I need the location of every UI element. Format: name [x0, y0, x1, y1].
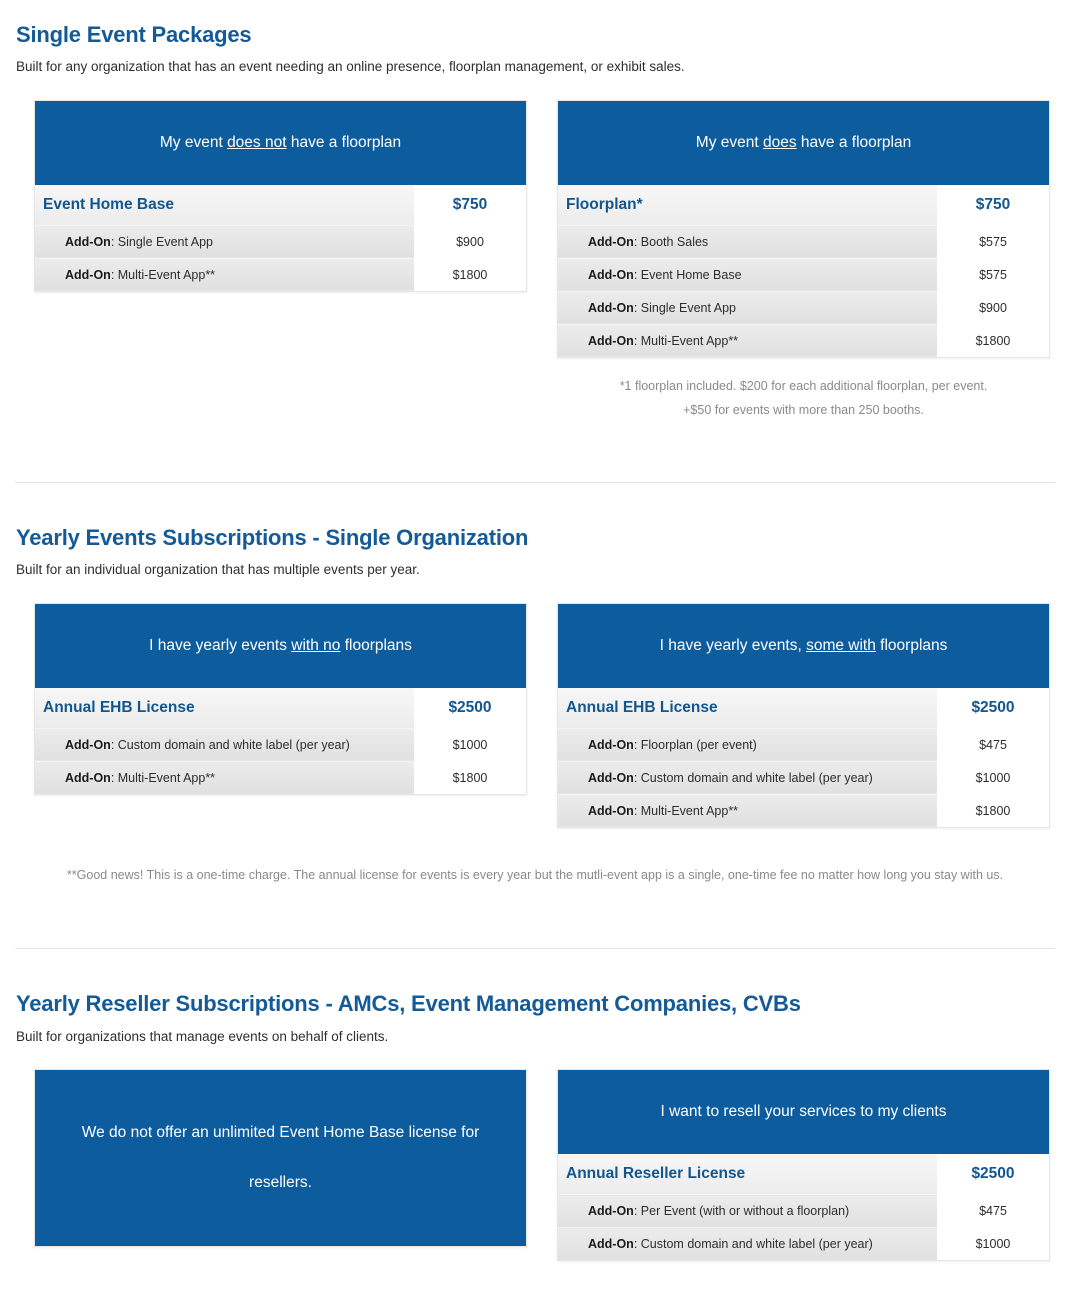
pricing-table-no-floorplan: [35, 185, 526, 291]
section-3-left-column: [34, 1069, 527, 1246]
addon-price: $1000: [414, 728, 526, 761]
multi-event-app-footnote: **Good news! This is a one-time charge. The annual license for events is every year but the mutli-event app is a single, one-time fee no matter how long you stay with us.: [66, 867, 1004, 882]
addon-label: [558, 1228, 937, 1261]
table-row-primary: [35, 185, 526, 226]
plan-name: Annual Reseller License: [558, 1154, 937, 1195]
plan-price: $2500: [937, 688, 1049, 729]
card-no-floorplan-header: [35, 101, 526, 185]
addon-text: : Single Event App: [633, 300, 736, 315]
card-reseller-license[interactable]: [557, 1069, 1050, 1261]
header-text-pre: I have yearly events: [149, 636, 292, 654]
card-yearly-no-floorplans[interactable]: [34, 603, 527, 795]
plan-name: Event Home Base: [35, 185, 414, 226]
addon-prefix: Add-On: [588, 333, 634, 348]
table-row: [558, 761, 1049, 794]
addon-price: $475: [937, 728, 1049, 761]
table-row-primary: [35, 688, 526, 729]
section-1-subtitle: Built for any organization that has an event needing an online presence, floorplan management, or exhibit sales.: [16, 59, 685, 75]
addon-text: : Single Event App: [110, 234, 213, 249]
addon-label: [558, 794, 937, 827]
section-2-left-column: [34, 603, 527, 795]
addon-label: [558, 761, 937, 794]
card-no-reseller-unlimited-header: We do not offer an unlimited Event Home Base license for resellers.: [35, 1070, 526, 1245]
table-row: [558, 291, 1049, 324]
addon-prefix: Add-On: [588, 234, 634, 249]
addon-text: : Event Home Base: [633, 267, 742, 282]
addon-price: $1800: [414, 258, 526, 291]
addon-prefix: Add-On: [65, 737, 111, 752]
section-yearly-reseller: [0, 949, 1070, 1261]
addon-prefix: Add-On: [588, 1204, 634, 1219]
section-yearly-single-org: [0, 483, 1070, 885]
header-text-emphasis: does not: [227, 133, 287, 151]
header-text-emphasis: some with: [806, 636, 876, 654]
section-3-right-column: [557, 1069, 1050, 1261]
table-row: [558, 258, 1049, 291]
addon-prefix: Add-On: [588, 300, 634, 315]
card-has-floorplan[interactable]: [557, 100, 1050, 358]
addon-prefix: Add-On: [65, 770, 111, 785]
addon-text: : Custom domain and white label (per year): [633, 1237, 873, 1252]
section-1-left-column: [34, 100, 527, 292]
addon-price: $575: [937, 258, 1049, 291]
section-3-subtitle: Built for organizations that manage events on behalf of clients.: [16, 1028, 389, 1044]
addon-text: : Multi-Event App**: [633, 803, 739, 818]
addon-text: : Custom domain and white label (per year): [633, 770, 873, 785]
addon-prefix: Add-On: [588, 267, 634, 282]
pricing-table-yearly-some-floorplans: [558, 688, 1049, 827]
addon-label: [35, 225, 414, 258]
floorplan-footnote-line-2: +$50 for events with more than 250 booths.: [683, 403, 924, 418]
addon-price: $1800: [937, 794, 1049, 827]
header-text-pre: I have yearly events,: [659, 636, 807, 654]
addon-text: : Floorplan (per event): [633, 737, 757, 752]
addon-label: [558, 728, 937, 761]
addon-label: [35, 761, 414, 794]
section-3-cards: [0, 1069, 1070, 1261]
addon-price: $1000: [937, 761, 1049, 794]
table-row: [35, 728, 526, 761]
table-row-primary: [558, 1154, 1049, 1195]
addon-text: : Custom domain and white label (per year): [110, 737, 350, 752]
table-row: [558, 794, 1049, 827]
header-text-pre: My event: [695, 133, 763, 151]
addon-prefix: Add-On: [65, 267, 111, 282]
addon-label: [558, 225, 937, 258]
addon-text: : Multi-Event App**: [110, 267, 216, 282]
addon-label: [558, 258, 937, 291]
table-row: [35, 225, 526, 258]
plan-price: $2500: [414, 688, 526, 729]
addon-prefix: Add-On: [588, 770, 634, 785]
card-no-reseller-unlimited: [34, 1069, 527, 1246]
table-row: [558, 225, 1049, 258]
pricing-table-has-floorplan: [558, 185, 1049, 357]
header-text-post: have a floorplan: [286, 133, 402, 151]
addon-price: $1000: [937, 1228, 1049, 1261]
pricing-table-yearly-no-floorplans: [35, 688, 526, 794]
card-yearly-no-floorplans-header: [35, 604, 526, 688]
addon-label: [558, 291, 937, 324]
section-2-head: [0, 525, 1070, 579]
floorplan-footnote: [557, 374, 1050, 423]
addon-text: : Per Event (with or without a floorplan): [633, 1204, 850, 1219]
header-text-pre: My event: [159, 133, 228, 151]
addon-label: [558, 324, 937, 357]
header-text-emphasis: does: [762, 133, 797, 151]
section-2-right-column: [557, 603, 1050, 828]
addon-label: [35, 728, 414, 761]
addon-price: $575: [937, 225, 1049, 258]
table-row: [558, 728, 1049, 761]
card-reseller-license-header: I want to resell your services to my clients: [558, 1070, 1049, 1154]
addon-price: $475: [937, 1195, 1049, 1228]
section-1-cards: [0, 100, 1070, 423]
table-row: [35, 761, 526, 794]
addon-label: [558, 1195, 937, 1228]
addon-price: $1800: [414, 761, 526, 794]
section-3-head: [0, 991, 1070, 1045]
section-2-subtitle: Built for an individual organization that has multiple events per year.: [16, 562, 420, 578]
addon-prefix: Add-On: [588, 803, 634, 818]
addon-price: $1800: [937, 324, 1049, 357]
addon-prefix: Add-On: [65, 234, 111, 249]
plan-price: $750: [414, 185, 526, 226]
section-1-right-column: [557, 100, 1050, 423]
page-title: Single Event Packages: [16, 22, 252, 47]
table-row: [558, 1228, 1049, 1261]
header-text-post: floorplans: [875, 636, 948, 654]
addon-text: : Multi-Event App**: [633, 333, 739, 348]
addon-prefix: Add-On: [588, 737, 634, 752]
card-has-floorplan-header: [558, 101, 1049, 185]
floorplan-footnote-line-1: *1 floorplan included. $200 for each additional floorplan, per event.: [619, 378, 988, 393]
section-2-title: Yearly Events Subscriptions - Single Organization: [16, 524, 529, 550]
addon-label: [35, 258, 414, 291]
pricing-table-reseller: [558, 1154, 1049, 1260]
plan-name: Annual EHB License: [558, 688, 937, 729]
header-text-post: have a floorplan: [796, 133, 912, 151]
addon-text: : Booth Sales: [633, 234, 709, 249]
plan-name: Floorplan*: [558, 185, 937, 226]
table-row: [558, 1195, 1049, 1228]
section-single-event-packages: [0, 0, 1070, 423]
section-1-head: [0, 22, 1070, 76]
table-row: [35, 258, 526, 291]
plan-price: $2500: [937, 1154, 1049, 1195]
card-yearly-some-floorplans[interactable]: [557, 603, 1050, 828]
table-row-primary: [558, 185, 1049, 226]
section-3-title: Yearly Reseller Subscriptions - AMCs, Event Management Companies, CVBs: [16, 991, 801, 1017]
table-row-primary: [558, 688, 1049, 729]
card-yearly-some-floorplans-header: [558, 604, 1049, 688]
addon-prefix: Add-On: [588, 1237, 634, 1252]
table-row: [558, 324, 1049, 357]
plan-price: $750: [937, 185, 1049, 226]
header-text-post: floorplans: [340, 636, 412, 654]
addon-price: $900: [937, 291, 1049, 324]
card-no-floorplan[interactable]: [34, 100, 527, 292]
header-text-emphasis: with no: [291, 636, 341, 654]
addon-text: : Multi-Event App**: [110, 770, 216, 785]
addon-price: $900: [414, 225, 526, 258]
plan-name: Annual EHB License: [35, 688, 414, 729]
section-2-cards: [0, 603, 1070, 828]
